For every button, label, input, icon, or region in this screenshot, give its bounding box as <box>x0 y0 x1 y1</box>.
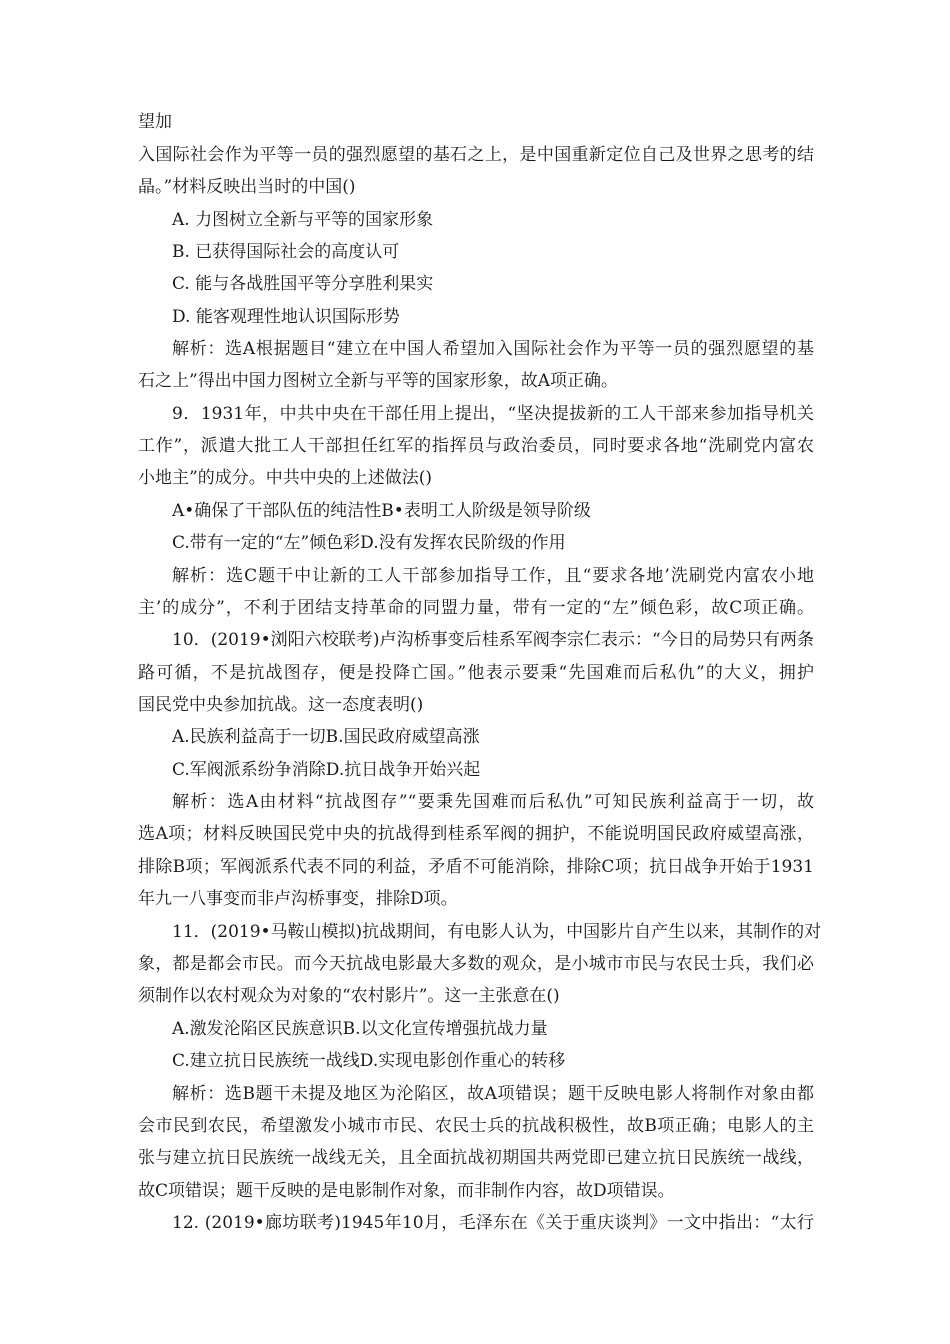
question-10-stem: 国民党中央参加抗战。这一态度表明() <box>138 695 424 715</box>
option-b: B. 已获得国际社会的高度认可 <box>172 242 400 262</box>
question-11-stem: 须制作以农村观众为对象的“农村影片”。这一主张意在() <box>138 986 560 1006</box>
analysis-line: 张与建立抗日民族统一战线无关，且全面抗战初期国共两党即已建立抗日民族统一战线， <box>138 1148 814 1168</box>
analysis-line: 年九一八事变而非卢沟桥事变，排除D项。 <box>138 889 458 909</box>
question-9-stem: 小地主”的成分。中共中央的上述做法() <box>138 468 432 488</box>
question-9-options: A•确保了干部队伍的纯洁性B•表明工人阶级是领导阶级 <box>172 501 591 521</box>
question-9-stem: 9．1931年，中共中央在干部任用上提出，“坚决提拔新的工人干部来参加指导机关 <box>172 404 814 424</box>
option-d: D. 能客观理性地认识国际形势 <box>172 307 400 327</box>
analysis-line: 解析：选C题干中让新的工人干部参加指导工作，且“要求各地’洗刷党内富农小地 <box>172 566 814 586</box>
text-line: 入国际社会作为平等一员的强烈愿望的基石之上，是中国重新定位自己及世界之思考的结 <box>138 145 814 165</box>
text-line: 望加 <box>138 112 172 132</box>
analysis-line: 会市民到农民，希望激发小城市市民、农民士兵的抗战积极性，故B项正确；电影人的主 <box>138 1116 814 1136</box>
analysis-line: 解析：选B题干未提及地区为沦陷区，故A项错误；题干反映电影人将制作对象由都 <box>172 1084 814 1104</box>
analysis-line: 排除B项；军阀派系代表不同的利益，矛盾不可能消除，排除C项；抗日战争开始于1931 <box>138 857 814 877</box>
question-11-options: C.建立抗日民族统一战线D.实现电影创作重心的转移 <box>172 1051 566 1071</box>
question-11-stem: 11．(2019•马鞍山模拟)抗战期间，有电影人认为，中国影片自产生以来，其制作的对 <box>172 922 822 942</box>
question-10-stem: 10．(2019•浏阳六校联考)卢沟桥事变后桂系军阀李宗仁表示：“今日的局势只有两条 <box>172 630 814 650</box>
analysis-line: 解析：选A根据题目“建立在中国人希望加入国际社会作为平等一员的强烈愿望的基 <box>172 339 814 359</box>
question-11-stem: 象，都是都会市民。而今天抗战电影最大多数的观众，是小城市市民与农民士兵，我们必 <box>138 954 814 974</box>
question-9-options: C.带有一定的“左”倾色彩D.没有发挥农民阶级的作用 <box>172 533 566 553</box>
analysis-line: 主’的成分”，不利于团结支持革命的同盟力量，带有一定的“左”倾色彩，故C项正确。 <box>138 598 814 618</box>
question-10-options: C.军阀派系纷争消除D.抗日战争开始兴起 <box>172 760 481 780</box>
option-c: C. 能与各战胜国平等分享胜利果实 <box>172 274 434 294</box>
question-12-stem: 12. (2019•廊坊联考)1945年10月，毛泽东在《关于重庆谈判》一文中指出：“太行 <box>172 1213 814 1233</box>
analysis-line: 解析：选A由材料“抗战图存”“要秉先国难而后私仇”可知民族利益高于一切，故 <box>172 792 814 812</box>
question-9-stem: 工作”，派遣大批工人干部担任红军的指挥员与政治委员，同时要求各地“洗刷党内富农 <box>138 436 814 456</box>
analysis-line: 选A项；材料反映国民党中央的抗战得到桂系军阀的拥护，不能说明国民政府威望高涨， <box>138 824 814 844</box>
analysis-line: 故C项错误；题干反映的是电影制作对象，而非制作内容，故D项错误。 <box>138 1181 675 1201</box>
analysis-line: 石之上”得出中国力图树立全新与平等的国家形象，故A项正确。 <box>138 371 618 391</box>
question-10-stem: 路可循，不是抗战图存，便是投降亡国。”他表示要秉“先国难而后私仇”的大义，拥护 <box>138 663 814 683</box>
question-10-options: A.民族利益高于一切B.国民政府威望高涨 <box>172 727 480 747</box>
text-line: 晶。”材料反映出当时的中国() <box>138 177 356 197</box>
question-11-options: A.激发沦陷区民族意识B.以文化宣传增强抗战力量 <box>172 1019 548 1039</box>
option-a: A. 力图树立全新与平等的国家形象 <box>172 210 434 230</box>
